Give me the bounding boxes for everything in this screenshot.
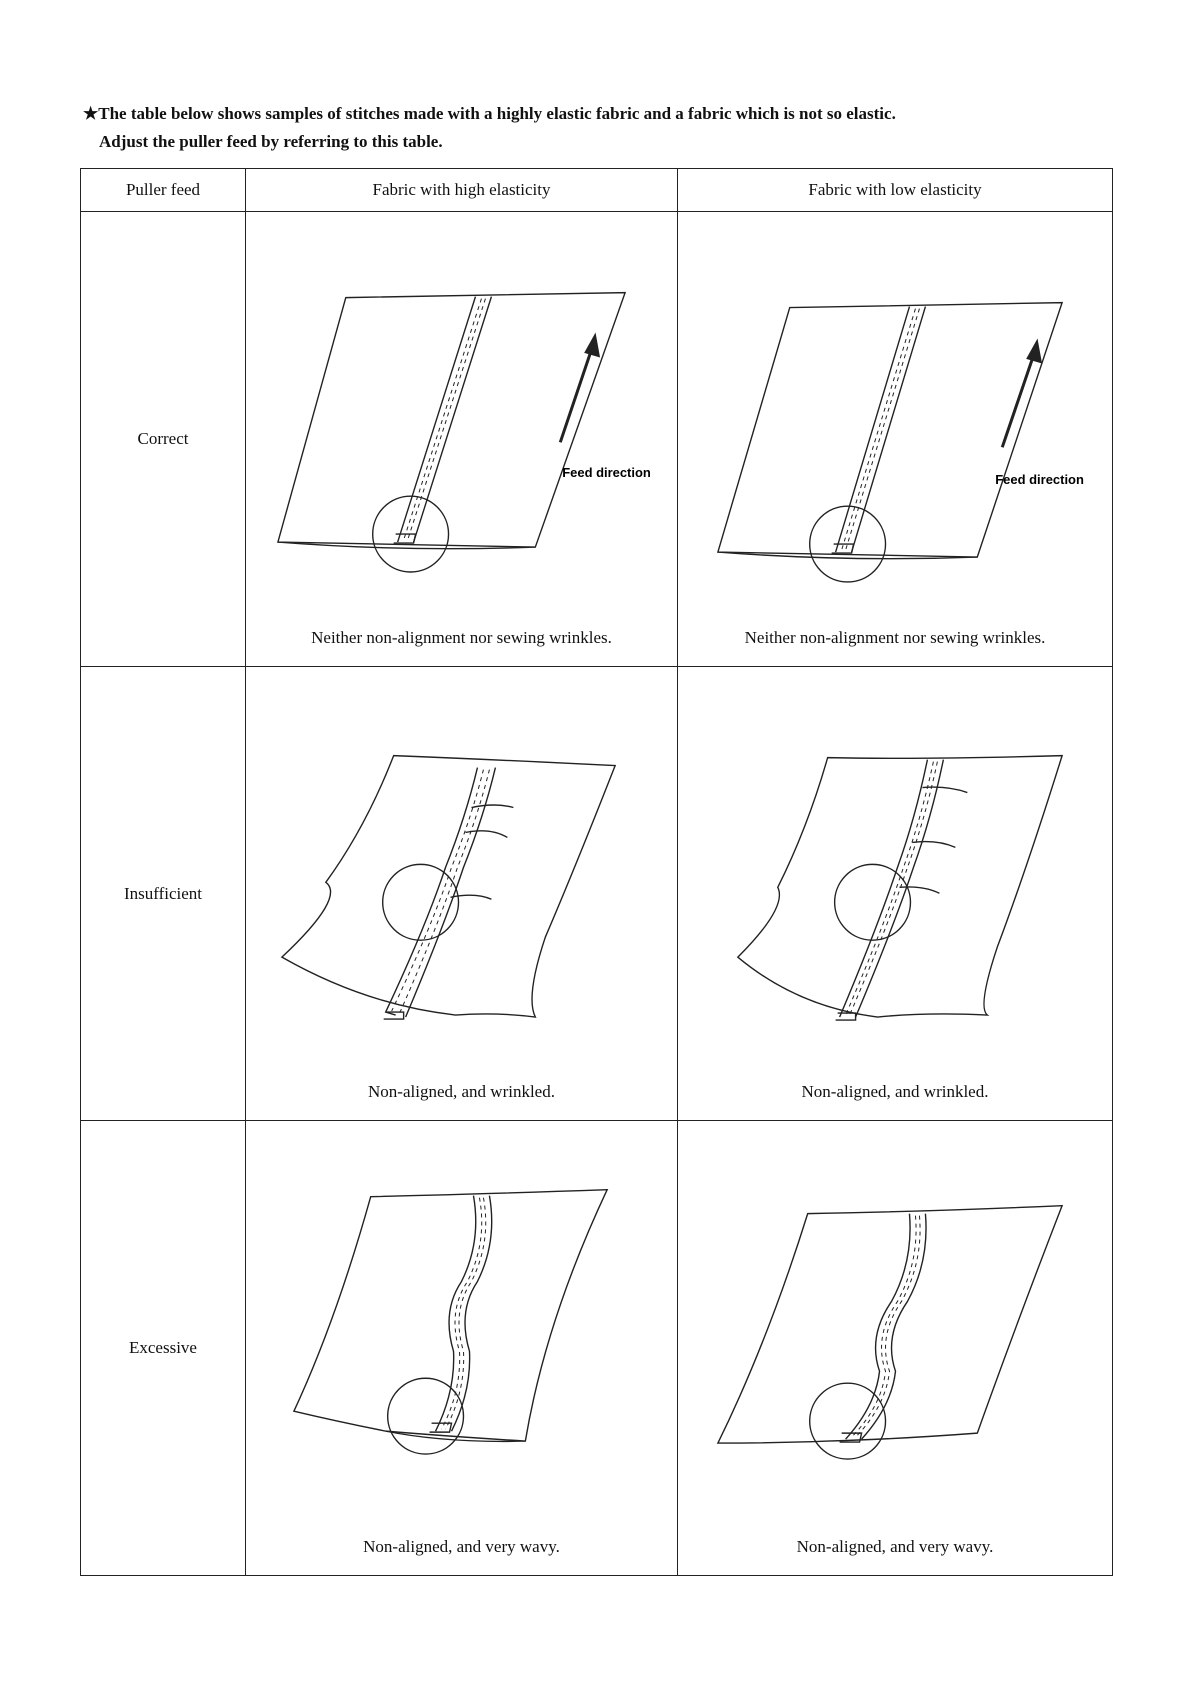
cell-excessive-low: [678, 1121, 1113, 1576]
cell-excessive-high: [246, 1121, 678, 1576]
caption-correct-high: Neither non-alignment nor sewing wrinkles.: [311, 627, 612, 647]
puller-feed-table: [80, 168, 1113, 1576]
row-correct: [81, 212, 1113, 667]
header-row: [81, 169, 1113, 212]
fabric-wrinkled-illustration: [678, 667, 1112, 1121]
fabric-straight-illustration: [678, 212, 1112, 666]
caption-excessive-low: Non-aligned, and very wavy.: [796, 1537, 994, 1556]
fabric-wrinkled-illustration: [246, 667, 677, 1121]
cell-insufficient-high: [246, 666, 678, 1121]
intro-text: [83, 100, 1113, 156]
row-label-correct: Correct: [81, 212, 246, 667]
fabric-wavy-illustration: [246, 1121, 677, 1575]
cell-insufficient-low: [678, 666, 1113, 1121]
fabric-wavy-illustration: [678, 1121, 1112, 1575]
header-puller-feed: Puller feed: [81, 169, 246, 212]
intro-line-2: Adjust the puller feed by referring to this table.: [99, 132, 443, 151]
row-insufficient: [81, 666, 1113, 1121]
row-excessive: [81, 1121, 1113, 1576]
caption-insufficient-high: Non-aligned, and wrinkled.: [368, 1082, 555, 1102]
fabric-straight-illustration: [246, 212, 677, 666]
header-high-elasticity: Fabric with high elasticity: [246, 169, 678, 212]
caption-excessive-high: Non-aligned, and very wavy.: [363, 1537, 560, 1556]
header-low-elasticity: Fabric with low elasticity: [678, 169, 1113, 212]
row-label-insufficient: Insufficient: [81, 666, 246, 1121]
caption-insufficient-low: Non-aligned, and wrinkled.: [801, 1082, 989, 1102]
cell-correct-high: [246, 212, 678, 667]
feed-direction-label: Feed direction: [995, 472, 1084, 488]
row-label-excessive: Excessive: [81, 1121, 246, 1576]
feed-direction-label: Feed direction: [562, 465, 651, 481]
caption-correct-low: Neither non-alignment nor sewing wrinkles.: [744, 627, 1046, 647]
cell-correct-low: [678, 212, 1113, 667]
intro-line-1: ★The table below shows samples of stitches made with a highly elastic fabric and a fabric which is not so elastic.: [83, 104, 896, 123]
